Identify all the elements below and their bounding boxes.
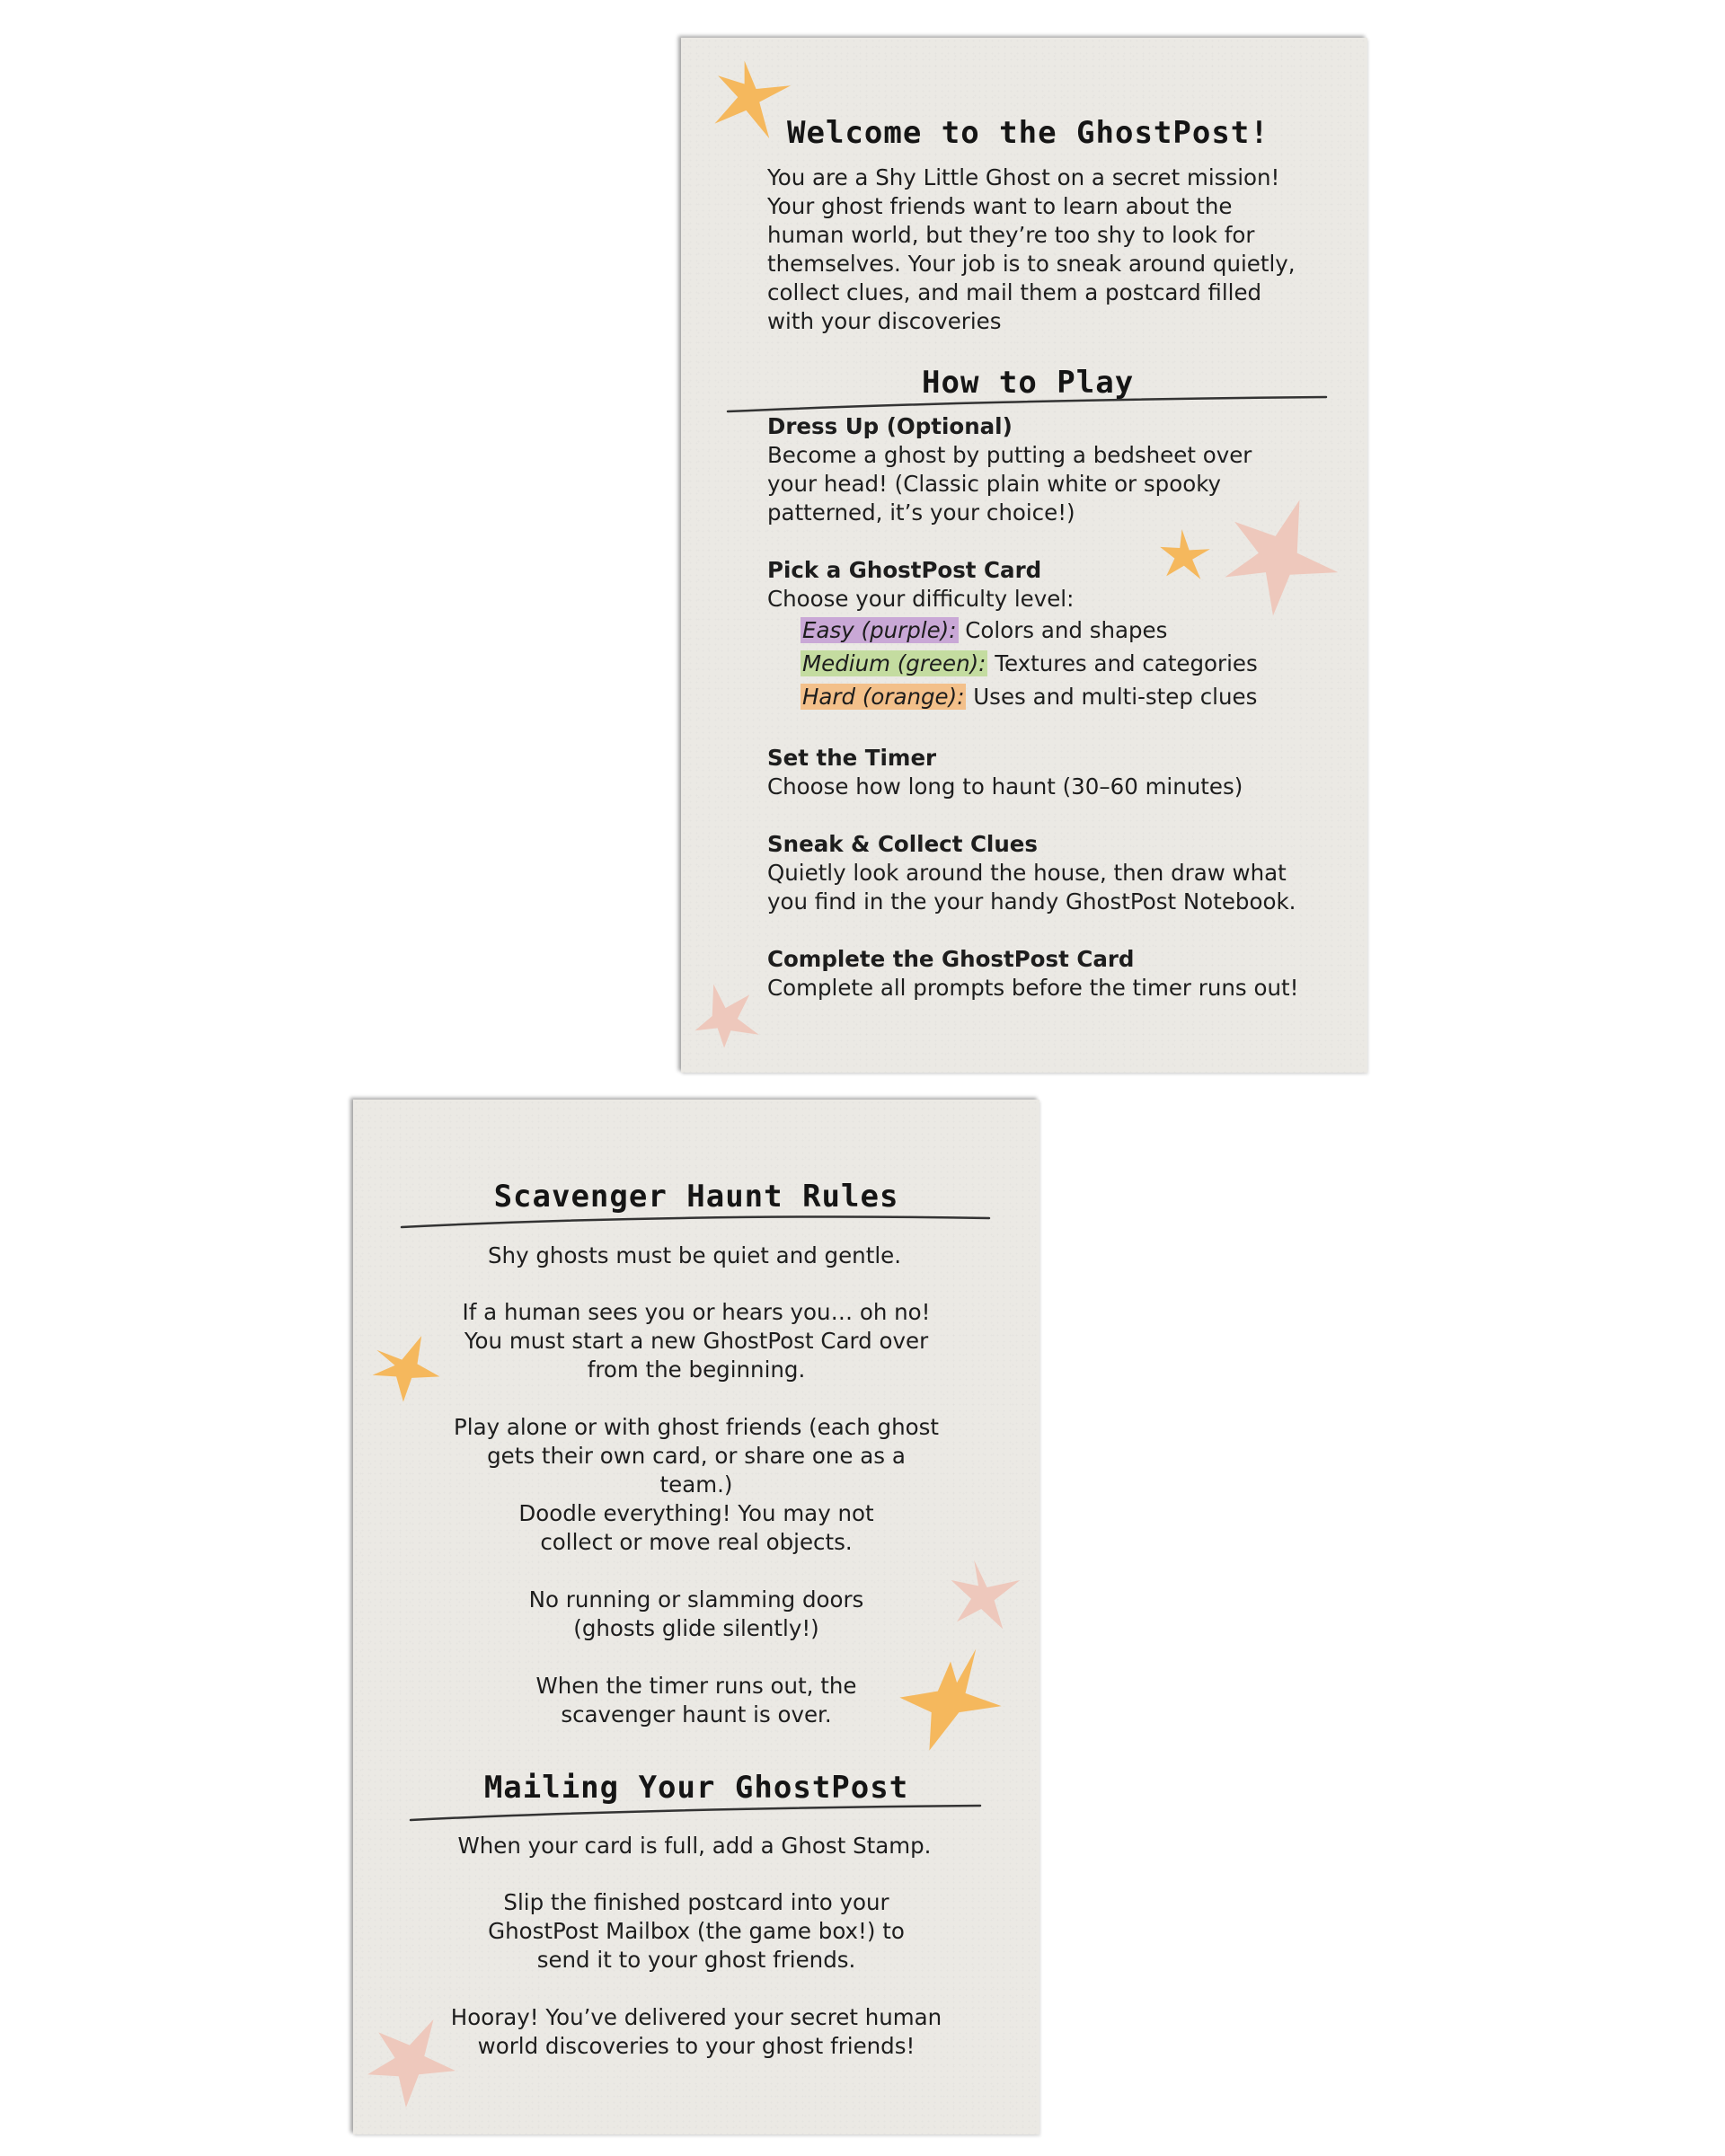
- step-set-timer: [767, 744, 1306, 801]
- title-underline: [400, 1206, 993, 1233]
- star-decoration: [950, 1556, 1022, 1633]
- difficulty-medium: [767, 649, 1306, 678]
- star-decoration: [898, 1642, 1004, 1757]
- rules-card-back: [353, 1100, 1039, 2134]
- difficulty-hard: [767, 683, 1306, 711]
- difficulty-desc: Colors and shapes: [965, 617, 1168, 643]
- step-sneak-collect: [767, 830, 1306, 916]
- difficulty-label: Easy (purple):: [802, 617, 957, 643]
- rules-card-front: [681, 38, 1367, 1073]
- welcome-title: Welcome to the GhostPost!: [787, 115, 1269, 151]
- mailing-item: Hooray! You’ve delivered your secret human world discoveries to your ghost friends!: [450, 2004, 942, 2059]
- difficulty-label: Hard (orange):: [802, 684, 965, 710]
- difficulty-desc: Textures and categories: [995, 650, 1258, 676]
- step-text: Quietly look around the house, then draw what you find in the your handy GhostPost Notebook.: [767, 860, 1296, 915]
- step-heading: Set the Timer: [767, 745, 937, 771]
- step-complete-card: [767, 945, 1306, 1003]
- title-underline: [409, 1797, 984, 1824]
- rule-item: No running or slamming doors (ghosts glide silently!): [528, 1586, 864, 1641]
- rule-item: If a human sees you or hears you… oh no! You must start a new GhostPost Card over from the beginning.: [462, 1299, 931, 1383]
- step-pick-card: [767, 556, 1306, 716]
- difficulty-easy: [767, 616, 1306, 645]
- title-underline: [726, 388, 1328, 415]
- mailing-title: Mailing Your GhostPost: [483, 1770, 909, 1806]
- scavenger-rules-title: Scavenger Haunt Rules: [493, 1179, 899, 1215]
- intro-paragraph: You are a Shy Little Ghost on a secret mission! Your ghost friends want to learn about the human world, but they’re too shy to look for themselves. Your job is to sneak around quietly, collect clues, and mail them a postcard filled with your discoveries: [767, 164, 1296, 334]
- difficulty-desc: Uses and multi-step clues: [973, 684, 1258, 710]
- mailing-item: When your card is full, add a Ghost Stamp.: [457, 1833, 932, 1859]
- difficulty-label: Medium (green):: [802, 650, 986, 676]
- mailing-item: Slip the finished postcard into your GhostPost Mailbox (the game box!) to send it to your ghost friends.: [488, 1889, 905, 1973]
- rule-item: When the timer runs out, the scavenger haunt is over.: [535, 1673, 857, 1727]
- step-text: Complete all prompts before the timer runs out!: [767, 975, 1299, 1001]
- how-to-play-title: How to Play: [922, 365, 1135, 401]
- step-text: Choose your difficulty level:: [767, 586, 1075, 612]
- rule-item: Doodle everything! You may not collect or move real objects.: [518, 1500, 874, 1555]
- step-text: Become a ghost by putting a bedsheet over your head! (Classic plain white or spooky patterned, it’s your choice!): [767, 442, 1252, 526]
- star-decoration: [710, 54, 792, 144]
- step-heading: Pick a GhostPost Card: [767, 557, 1042, 583]
- star-decoration: [371, 1331, 441, 1405]
- step-heading: Complete the GhostPost Card: [767, 946, 1135, 972]
- rule-item: Play alone or with ghost friends (each ghost gets their own card, or share one as a team.): [453, 1414, 939, 1498]
- step-heading: Dress Up (Optional): [767, 413, 1013, 439]
- star-decoration: [366, 2014, 457, 2113]
- step-text: Choose how long to haunt (30–60 minutes): [767, 773, 1243, 800]
- rule-item: Shy ghosts must be quiet and gentle.: [488, 1242, 901, 1268]
- step-heading: Sneak & Collect Clues: [767, 831, 1038, 857]
- star-decoration: [694, 979, 760, 1053]
